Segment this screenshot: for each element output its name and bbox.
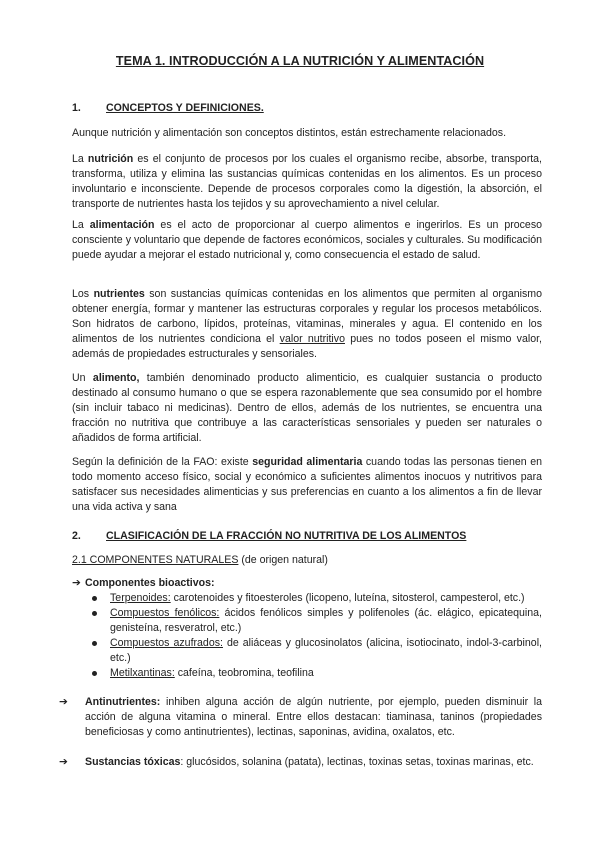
seguridad-term: seguridad alimentaria (252, 456, 363, 468)
antinutrientes-term: Antinutrientes: (85, 696, 161, 708)
nutrientes-term: nutrientes (93, 288, 145, 300)
nutricion-pre: La (72, 153, 88, 165)
bullet-icon (92, 611, 97, 616)
arrow-right-icon: ➔ (72, 577, 81, 589)
list-item-text: ácidos fenólicos simples y polifenoles (ác. elágico, epicatequina, genisteína, resveratrol, etc.) (110, 607, 542, 635)
bioactivos-list (92, 591, 542, 682)
antinutrientes-paragraph (59, 695, 542, 740)
section-2-number: 2. (72, 530, 81, 542)
seguridad-paragraph (72, 455, 542, 515)
subsection-2-1-label: 2.1 COMPONENTES NATURALES (72, 554, 239, 566)
section-2-heading (72, 530, 466, 542)
list-item (92, 606, 542, 636)
list-item-term: Terpenoides: (110, 592, 171, 604)
nutricion-text: es el conjunto de procesos por los cuales el organismo recibe, absorbe, transporta, transforma, utiliza y elimina las sustancias químicas contenidas en los alimentos. Es un proceso involuntario e inconsciente. Depende de procesos corporales como la digestión, la absorción, el transporte de nutrientes hasta los tejidos y su aprovechamiento a nivel celular. (72, 153, 542, 211)
list-item (92, 666, 542, 681)
seguridad-text: cuando todas las personas tienen en todo momento acceso físico, social y económico a suficientes alimentos inocuos y nutritivos para satisfacer sus necesidades alimenticias y sus preferencias en cuanto a los alimentos a fin de llevar una vida activa y sana (72, 456, 542, 514)
bioactivos-title: Componentes bioactivos: (85, 577, 215, 589)
list-item-text: de aliáceas y glucosinolatos (alicina, isotiocinato, indol-3-carbinol, etc.) (110, 637, 542, 665)
list-item (92, 591, 542, 606)
alimentacion-paragraph (72, 218, 542, 263)
section-1-number: 1. (72, 102, 81, 114)
nutrientes-paragraph (72, 287, 542, 362)
bullet-icon (92, 596, 97, 601)
toxicas-paragraph (59, 755, 542, 770)
bullet-icon (92, 641, 97, 646)
seguridad-pre: Según la definición de la FAO: existe (72, 456, 253, 468)
bullet-icon (92, 671, 97, 676)
intro-paragraph: Aunque nutrición y alimentación son conceptos distintos, están estrechamente relacionados. (72, 127, 507, 139)
arrow-right-icon: ➔ (59, 696, 68, 708)
list-item (92, 636, 542, 666)
alimento-term: alimento, (92, 372, 140, 384)
section-2-title: CLASIFICACIÓN DE LA FRACCIÓN NO NUTRITIVA DE LOS ALIMENTOS (106, 530, 467, 542)
nutrientes-pre: Los (72, 288, 94, 300)
alimento-pre: Un (72, 372, 93, 384)
valor-nutritivo-term: valor nutritivo (279, 333, 345, 346)
toxicas-text: : glucósidos, solanina (patata), lectinas, toxinas setas, toxinas marinas, etc. (180, 756, 534, 768)
list-item-term: Compuestos azufrados: (110, 637, 223, 650)
list-item-text: carotenoides y fitoesteroles (licopeno, luteína, sitosterol, campesterol, etc.) (170, 592, 525, 604)
alimentacion-pre: La (72, 219, 90, 231)
list-item-term: Compuestos fenólicos: (110, 607, 220, 620)
subsection-2-1-note: (de origen natural) (238, 554, 328, 566)
nutrientes-text: son sustancias químicas contenidas en los alimentos que permiten al organismo obtener energía, formar y mantener las estructuras corporales y regular los procesos metabólicos. Son hidratos de carbono, lípidos, proteínas, vitaminas, minerales y agua. El contenido en los alimentos de los nutrientes condiciona el (72, 288, 542, 346)
alimento-text: también denominado producto alimenticio, es cualquier sustancia o producto destinado al consumo humano o que se espera razonablemente que sea consumido por el hombre (sin incluir tabaco ni medicinas). Dentro de ellos, además de los nutrientes, se encuentra una fracción no nutritiva que contribuye a las características sensoriales y pueden ser naturales o añadidos de forma artificial. (72, 372, 542, 445)
alimento-paragraph (72, 371, 542, 446)
alimentacion-term: alimentación (89, 219, 155, 231)
nutricion-term: nutrición (87, 153, 134, 165)
section-1-title: CONCEPTOS Y DEFINICIONES. (106, 102, 264, 114)
list-item-text: cafeína, teobromina, teofilina (174, 667, 314, 680)
alimentacion-text: es el acto de proporcionar al cuerpo alimentos e ingerirlos. Es un proceso consciente y voluntario que depende de factores económicos, sociales y culturales. Su modificación puede ayudar a mejorar el estado nutricional y, como consecuencia el estado de salud. (72, 219, 543, 262)
nutrientes-text-end: pues no todos poseen el mismo valor, además de propiedades estructurales y sensoriales. (72, 333, 542, 361)
subsection-2-1 (72, 553, 328, 568)
section-1-heading (72, 102, 264, 114)
antinutrientes-text: inhiben alguna acción de algún nutriente, por ejemplo, pueden disminuir la acción de alguna vitamina o mineral. Entre ellos destacan: tiaminasa, taninos (propiedades beneficiosas y como antinutrientes), lectinas, saponinas, avidina, oxalatos, etc. (85, 696, 542, 739)
toxicas-term: Sustancias tóxicas (85, 756, 181, 768)
bioactivos-heading (72, 576, 215, 591)
list-item-term: Metilxantinas: (110, 667, 175, 680)
page-title: TEMA 1. INTRODUCCIÓN A LA NUTRICIÓN Y ALIMENTACIÓN (115, 54, 485, 68)
arrow-right-icon: ➔ (59, 756, 68, 768)
nutricion-paragraph (72, 152, 542, 212)
